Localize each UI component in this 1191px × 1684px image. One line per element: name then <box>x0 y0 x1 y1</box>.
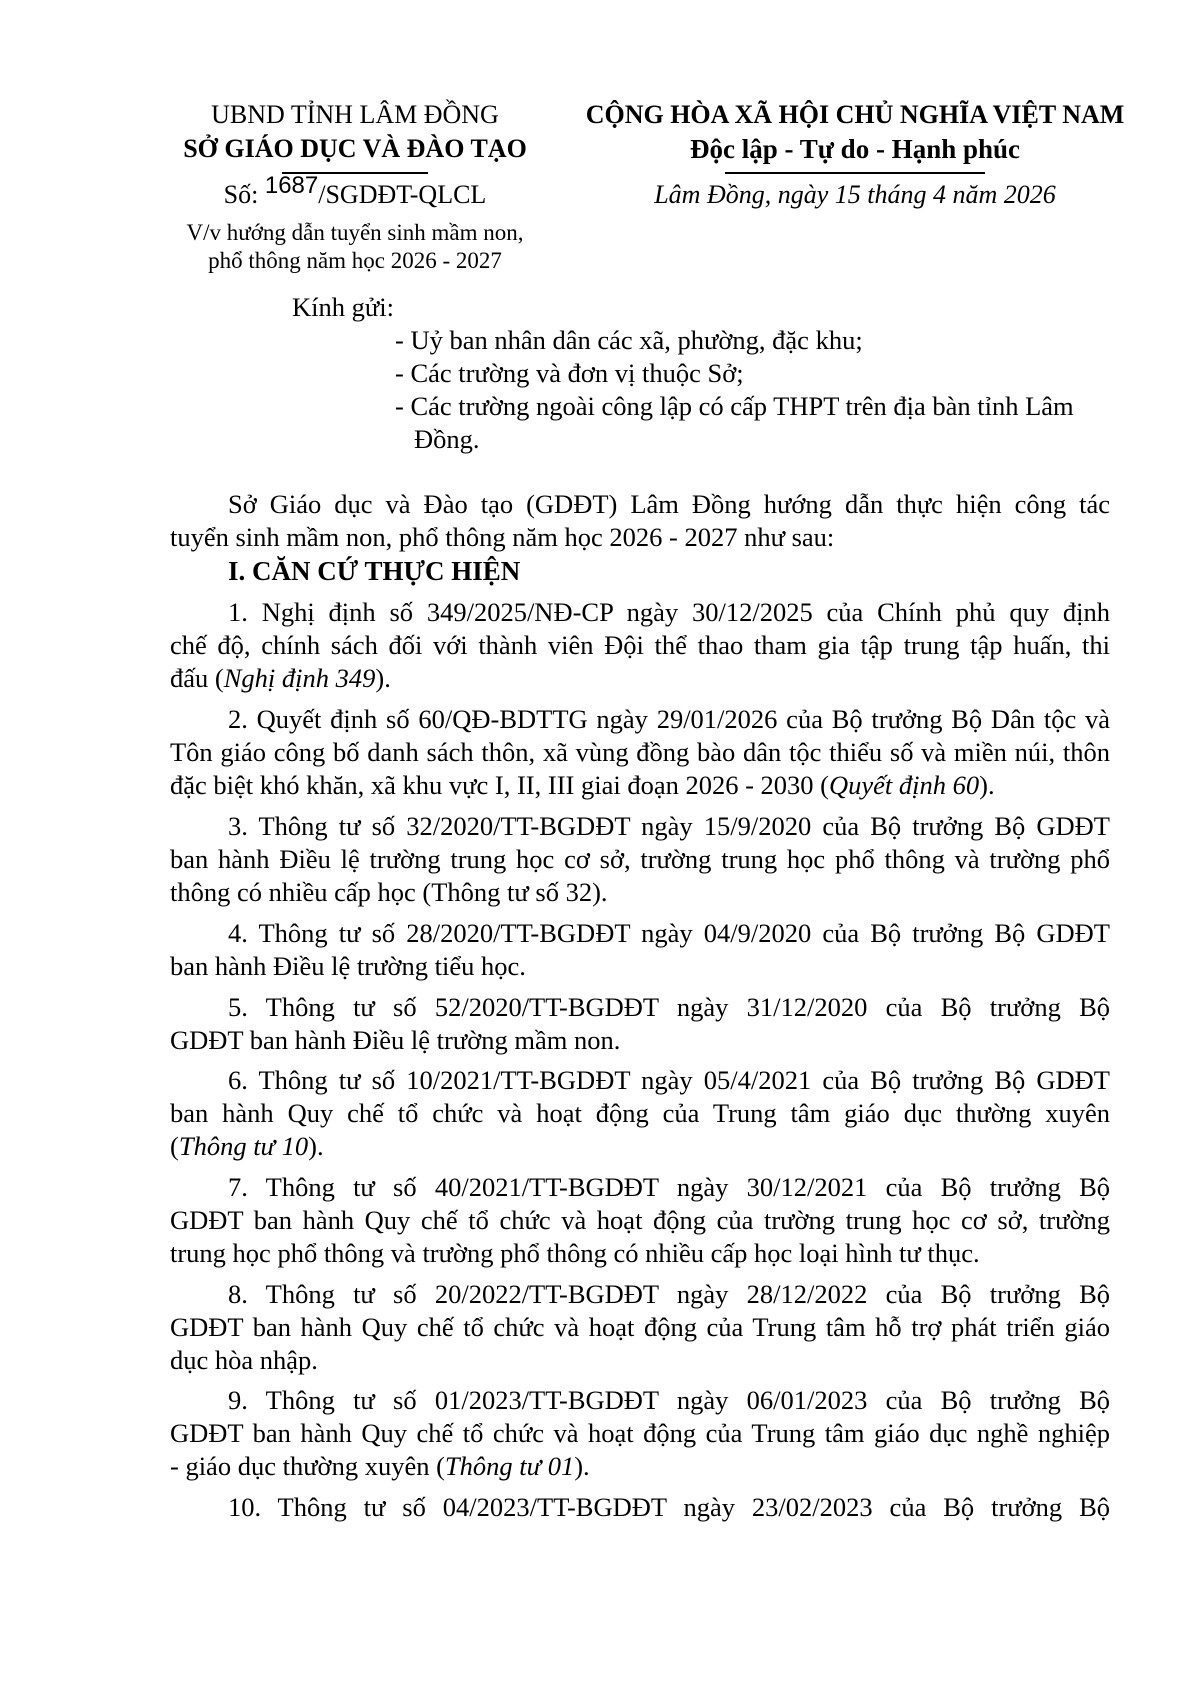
item-line: ban hành Quy chế tổ chức và hoạt động của Trung tâm giáo dục thường xuyên <box>170 1098 1110 1128</box>
item-text: ). <box>574 1451 590 1481</box>
item-text: ). <box>308 1131 324 1161</box>
national-motto: Độc lập - Tự do - Hạnh phúc <box>689 134 1021 164</box>
recipient-item: - Uỷ ban nhân dân các xã, phường, đặc khu; <box>395 325 863 355</box>
item-line: thông có nhiều cấp học (Thông tư số 32). <box>170 877 608 907</box>
item-line: GDĐT ban hành Quy chế tổ chức và hoạt động của Trung tâm giáo dục nghề nghiệp <box>170 1418 1110 1448</box>
item-text: đặc biệt khó khăn, xã khu vực I, II, III giai đoạn 2026 - 2030 ( <box>170 770 830 800</box>
item-text: đấu ( <box>170 663 224 693</box>
nation-title: CỘNG HÒA XÃ HỘI CHỦ NGHĨA VIỆT NAM <box>585 100 1125 129</box>
item-text: ). <box>375 663 391 693</box>
item-line: 3. Thông tư số 32/2020/TT-BGDĐT ngày 15/9/2020 của Bộ trưởng Bộ GDĐT <box>228 811 1110 841</box>
intro-line: tuyển sinh mầm non, phổ thông năm học 2026 - 2027 như sau: <box>170 522 835 552</box>
item-line: 10. Thông tư số 04/2023/TT-BGDĐT ngày 23/02/2023 của Bộ trưởng Bộ <box>228 1492 1110 1522</box>
item-line <box>170 1450 1110 1483</box>
item-line: trung học phổ thông và trường phổ thông có nhiều cấp học loại hình tư thục. <box>170 1238 980 1268</box>
item-line: 4. Thông tư số 28/2020/TT-BGDĐT ngày 04/9/2020 của Bộ trưởng Bộ GDĐT <box>228 918 1110 948</box>
item-line: ban hành Điều lệ trường tiểu học. <box>170 951 526 981</box>
item-line: 7. Thông tư số 40/2021/TT-BGDĐT ngày 30/12/2021 của Bộ trưởng Bộ <box>228 1172 1110 1202</box>
doc-number-prefix: Số: <box>223 180 265 209</box>
recipient-item: - Các trường ngoài công lập có cấp THPT trên địa bàn tỉnh Lâm <box>395 391 1074 421</box>
item-line: GDĐT ban hành Điều lệ trường mầm non. <box>170 1025 621 1055</box>
item-short-ref: Thông tư 10 <box>178 1131 309 1161</box>
parent-authority: UBND TỈNH LÂM ĐỒNG <box>211 100 499 129</box>
recipients-label: Kính gửi: <box>292 292 394 322</box>
item-line: GDĐT ban hành Quy chế tổ chức và hoạt động của trường trung học cơ sở, trường <box>170 1205 1110 1235</box>
item-text: ). <box>979 770 995 800</box>
place-date: Lâm Đồng, ngày 15 tháng 4 năm 2026 <box>654 180 1056 209</box>
doc-number-handwritten: 1687 <box>264 172 319 199</box>
item-line: dục hòa nhập. <box>170 1345 318 1375</box>
item-text: ( <box>170 1131 179 1161</box>
item-line: 6. Thông tư số 10/2021/TT-BGDĐT ngày 05/4/2021 của Bộ trưởng Bộ GDĐT <box>228 1065 1110 1095</box>
item-short-ref: Thông tư 01 <box>444 1451 575 1481</box>
item-line <box>170 769 1110 802</box>
subject-line-1: V/v hướng dẫn tuyển sinh mầm non, <box>186 220 524 245</box>
doc-number-suffix: /SGDĐT-QLCL <box>318 180 487 209</box>
item-line: GDĐT ban hành Quy chế tổ chức và hoạt động của Trung tâm hỗ trợ phát triển giáo <box>170 1312 1110 1342</box>
motto-underline <box>725 172 985 174</box>
subject-line-2: phổ thông năm học 2026 - 2027 <box>208 248 502 273</box>
item-text: - giáo dục thường xuyên ( <box>170 1451 445 1481</box>
item-line <box>170 662 1110 695</box>
item-line: 5. Thông tư số 52/2020/TT-BGDĐT ngày 31/12/2020 của Bộ trưởng Bộ <box>228 992 1110 1022</box>
recipient-item: - Các trường và đơn vị thuộc Sở; <box>395 358 744 388</box>
section-heading: I. CĂN CỨ THỰC HIỆN <box>228 556 521 586</box>
item-line: 9. Thông tư số 01/2023/TT-BGDĐT ngày 06/01/2023 của Bộ trưởng Bộ <box>228 1385 1110 1415</box>
item-line: 8. Thông tư số 20/2022/TT-BGDĐT ngày 28/12/2022 của Bộ trưởng Bộ <box>228 1279 1110 1309</box>
intro-line: Sở Giáo dục và Đào tạo (GDĐT) Lâm Đồng hướng dẫn thực hiện công tác <box>228 489 1110 519</box>
item-line <box>170 1130 1110 1163</box>
item-line: chế độ, chính sách đối với thành viên Đội thể thao tham gia tập trung tập huấn, thi <box>170 630 1110 660</box>
document-number <box>150 172 560 210</box>
recipient-item: Đồng. <box>414 424 480 454</box>
item-short-ref: Nghị định 349 <box>223 663 376 693</box>
item-line: 1. Nghị định số 349/2025/NĐ-CP ngày 30/12/2025 của Chính phủ quy định <box>228 597 1110 627</box>
item-short-ref: Quyết định 60 <box>829 770 980 800</box>
item-line: ban hành Điều lệ trường trung học cơ sở, trường trung học phổ thông và trường phổ <box>170 844 1110 874</box>
item-line: Tôn giáo công bố danh sách thôn, xã vùng đồng bào dân tộc thiểu số và miền núi, thôn <box>170 737 1110 767</box>
issuing-agency: SỞ GIÁO DỤC VÀ ĐÀO TẠO <box>183 134 527 163</box>
item-line: 2. Quyết định số 60/QĐ-BDTTG ngày 29/01/2026 của Bộ trưởng Bộ Dân tộc và <box>228 704 1110 734</box>
